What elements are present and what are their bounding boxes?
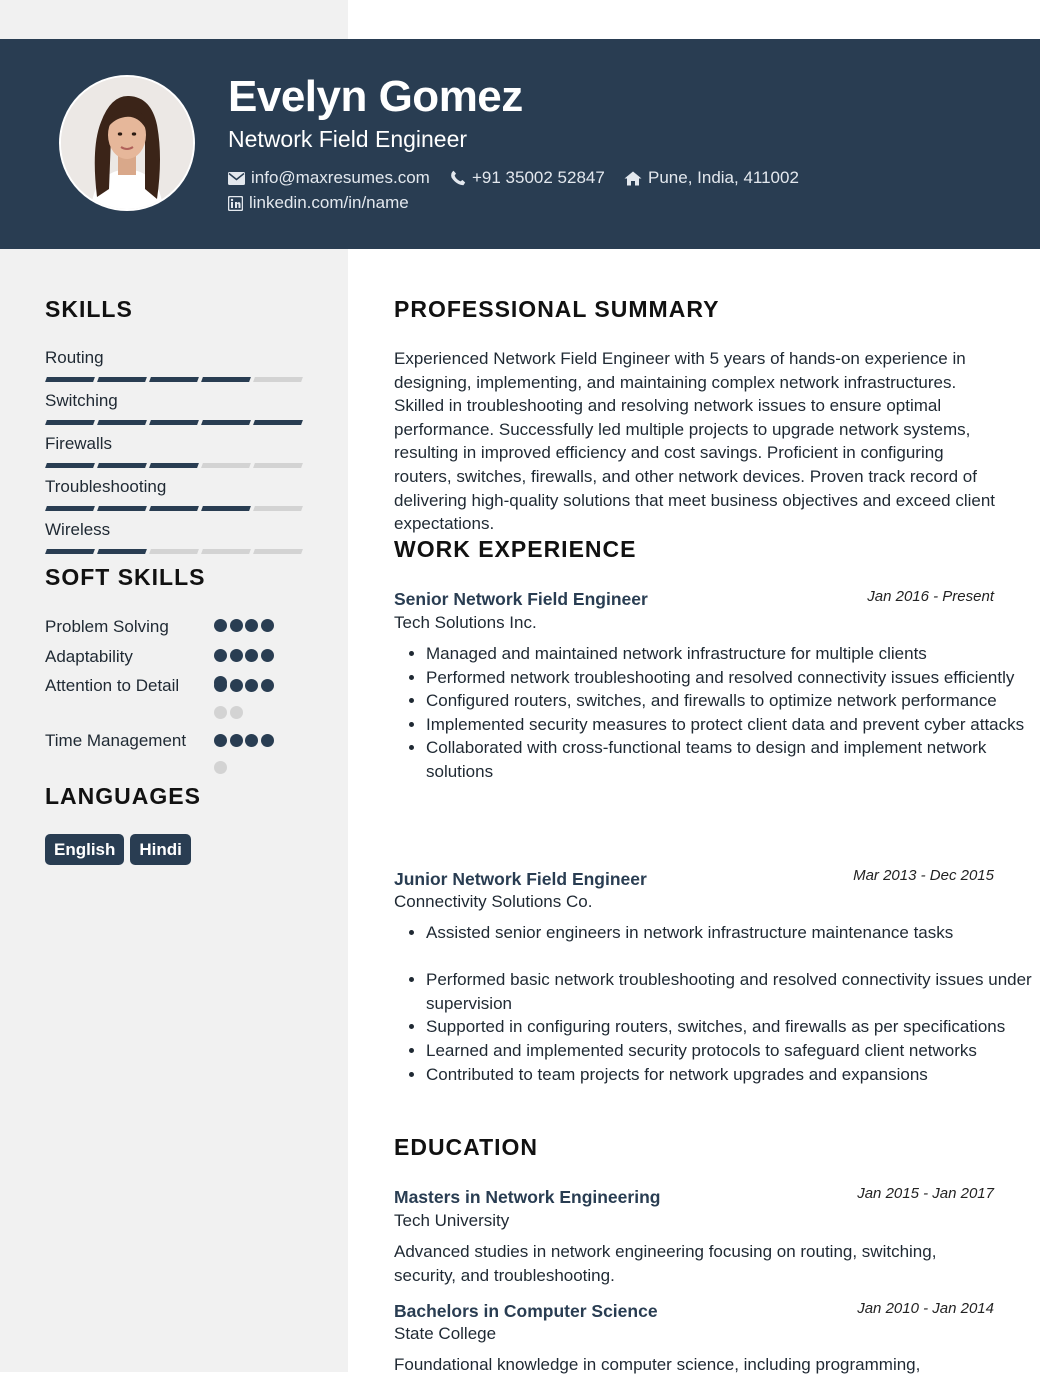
skill-level-bar bbox=[46, 549, 302, 554]
skill-label: Troubleshooting bbox=[45, 477, 167, 496]
job-title: Senior Network Field Engineer bbox=[394, 589, 648, 609]
skill-segment bbox=[45, 549, 95, 554]
skill-segment bbox=[253, 463, 303, 468]
skill-segment bbox=[253, 506, 303, 511]
summary-heading: PROFESSIONAL SUMMARY bbox=[394, 296, 720, 322]
skill-segment bbox=[97, 506, 147, 511]
contact-location bbox=[624, 167, 799, 189]
rating-dot bbox=[230, 619, 243, 632]
rating-dot bbox=[261, 619, 274, 632]
contact-linkedin[interactable] bbox=[228, 192, 409, 214]
skill-segment bbox=[97, 549, 147, 554]
job-title: Junior Network Field Engineer bbox=[394, 869, 647, 889]
rating-dot bbox=[230, 679, 243, 692]
resume-header bbox=[0, 39, 1040, 249]
envelope-icon bbox=[228, 172, 245, 185]
rating-dot bbox=[214, 706, 227, 719]
skill-segment bbox=[45, 463, 95, 468]
education-dates: Jan 2015 - Jan 2017 bbox=[857, 1185, 994, 1202]
skill-level-bar bbox=[46, 463, 302, 468]
home-icon bbox=[624, 171, 642, 186]
rating-dot bbox=[245, 734, 258, 747]
list-item: • Collaborated with cross-functional teams to design and implement network solutions bbox=[426, 736, 1032, 783]
language-badge: Hindi bbox=[130, 834, 191, 865]
soft-skill-label: Problem Solving bbox=[45, 617, 169, 636]
job-bullets bbox=[394, 642, 1032, 784]
rating-dot bbox=[214, 734, 227, 747]
list-item: • Contributed to team projects for network upgrades and expansions bbox=[426, 1063, 1032, 1087]
skill-segment bbox=[201, 377, 251, 382]
job-dates: Mar 2013 - Dec 2015 bbox=[853, 867, 994, 884]
job-company: Connectivity Solutions Co. bbox=[394, 892, 593, 911]
candidate-name: Evelyn Gomez bbox=[228, 72, 523, 121]
email-text: info@maxresumes.com bbox=[251, 168, 430, 187]
rating-dot bbox=[214, 619, 227, 632]
skills-heading: SKILLS bbox=[45, 296, 133, 322]
skill-segment bbox=[149, 549, 199, 554]
rating-dot bbox=[245, 649, 258, 662]
skill-segment bbox=[149, 377, 199, 382]
linkedin-text: linkedin.com/in/name bbox=[249, 193, 409, 212]
education-dates: Jan 2010 - Jan 2014 bbox=[857, 1300, 994, 1317]
skill-segment bbox=[253, 549, 303, 554]
rating-dot bbox=[230, 706, 243, 719]
education-description: Foundational knowledge in computer science, including programming, bbox=[394, 1355, 921, 1374]
education-school: State College bbox=[394, 1324, 497, 1343]
job-bullets bbox=[394, 921, 1032, 1086]
rating-dot bbox=[245, 619, 258, 632]
skill-segment bbox=[45, 506, 95, 511]
contact-email[interactable] bbox=[228, 167, 430, 189]
rating-dot bbox=[261, 734, 274, 747]
experience-heading: WORK EXPERIENCE bbox=[394, 536, 637, 562]
rating-dot bbox=[214, 761, 227, 774]
rating-dot bbox=[214, 679, 227, 692]
skill-level-bar bbox=[46, 506, 302, 511]
language-badge: English bbox=[45, 834, 124, 865]
soft-skill-label: Adaptability bbox=[45, 647, 133, 666]
skill-label: Firewalls bbox=[45, 434, 113, 453]
skill-segment bbox=[149, 463, 199, 468]
rating-dot bbox=[245, 679, 258, 692]
list-item: • Assisted senior engineers in network infrastructure maintenance tasks bbox=[426, 921, 1032, 945]
skill-segment bbox=[201, 549, 251, 554]
skill-segment bbox=[97, 463, 147, 468]
candidate-title: Network Field Engineer bbox=[228, 126, 468, 152]
skill-level-bar bbox=[46, 377, 302, 382]
education-description: Advanced studies in network engineering focusing on routing, switching, security, and troubleshooting. bbox=[394, 1242, 937, 1285]
location-text: Pune, India, 411002 bbox=[648, 168, 799, 187]
job-company: Tech Solutions Inc. bbox=[394, 613, 537, 632]
soft-skill-rating bbox=[214, 679, 290, 733]
skill-segment bbox=[253, 377, 303, 382]
skill-segment bbox=[97, 377, 147, 382]
list-item: • Performed network troubleshooting and resolved connectivity issues efficiently bbox=[426, 666, 1032, 690]
skill-level-bar bbox=[46, 420, 302, 425]
skill-segment bbox=[201, 506, 251, 511]
rating-dot bbox=[261, 649, 274, 662]
rating-dot bbox=[261, 679, 274, 692]
skill-label: Wireless bbox=[45, 520, 111, 539]
linkedin-icon bbox=[228, 196, 243, 211]
skill-segment bbox=[97, 420, 147, 425]
education-heading: EDUCATION bbox=[394, 1134, 539, 1160]
skill-segment bbox=[253, 420, 303, 425]
soft-skill-rating bbox=[214, 734, 290, 788]
rating-dot bbox=[230, 734, 243, 747]
avatar bbox=[59, 75, 195, 211]
rating-dot bbox=[214, 649, 227, 662]
soft-skill-label: Time Management bbox=[45, 731, 187, 750]
languages-heading: LANGUAGES bbox=[45, 783, 201, 809]
skill-segment bbox=[45, 420, 95, 425]
skill-label: Routing bbox=[45, 348, 104, 367]
education-degree: Bachelors in Computer Science bbox=[394, 1301, 658, 1321]
language-list bbox=[45, 834, 191, 865]
education-school: Tech University bbox=[394, 1211, 510, 1230]
phone-icon bbox=[450, 170, 466, 186]
list-item: • Learned and implemented security protocols to safeguard client networks bbox=[426, 1039, 1032, 1063]
list-item: • Supported in configuring routers, switches, and firewalls as per specifications bbox=[426, 1015, 1032, 1039]
job-dates: Jan 2016 - Present bbox=[867, 588, 994, 605]
skill-segment bbox=[201, 420, 251, 425]
list-item: • Managed and maintained network infrastructure for multiple clients bbox=[426, 642, 1032, 666]
skill-segment bbox=[149, 506, 199, 511]
education-degree: Masters in Network Engineering bbox=[394, 1187, 661, 1207]
summary-text: Experienced Network Field Engineer with 5 years of hands-on experience in designing, implementing, and maintaining complex network infrastructures. Skilled in troubleshooting and resolving network issues to ensure optimal performance. Successfully led multiple projects to upgrade network systems, resulting in improved efficiency and cost savings. Proficient in configuring routers, switches, firewalls, and other network devices. Proven track record of delivering high-quality solutions that meet business objectives and exceed client expectations. bbox=[394, 349, 996, 534]
soft-skill-label: Attention to Detail bbox=[45, 676, 180, 695]
soft-skills-heading: SOFT SKILLS bbox=[45, 564, 206, 590]
list-item: • Performed basic network troubleshooting and resolved connectivity issues under supervision bbox=[426, 968, 1032, 1015]
skill-label: Switching bbox=[45, 391, 118, 410]
phone-text: +91 35002 52847 bbox=[472, 168, 605, 187]
skill-segment bbox=[45, 377, 95, 382]
soft-skill-rating bbox=[214, 619, 290, 646]
list-item: • Implemented security measures to protect client data and prevent cyber attacks bbox=[426, 713, 1032, 737]
skill-segment bbox=[201, 463, 251, 468]
skill-segment bbox=[149, 420, 199, 425]
contact-phone[interactable] bbox=[450, 167, 605, 189]
rating-dot bbox=[230, 649, 243, 662]
list-item: • Configured routers, switches, and firewalls to optimize network performance bbox=[426, 689, 1032, 713]
